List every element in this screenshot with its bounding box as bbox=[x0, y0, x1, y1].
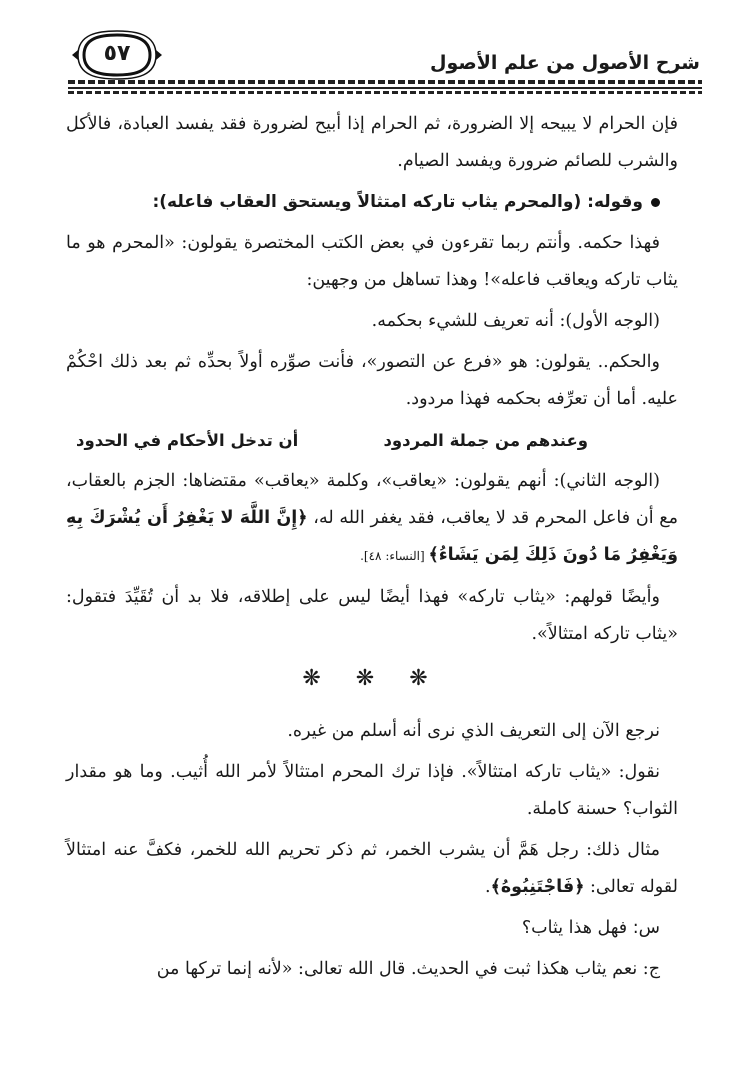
header-rule-solid bbox=[68, 87, 702, 89]
question: س: فهل هذا يثاب؟ bbox=[521, 918, 660, 938]
verse-couplet bbox=[66, 422, 678, 459]
running-title: شرح الأصول من علم الأصول bbox=[430, 52, 700, 74]
quran-verse: ﴿فَاجْتَنِبُوهُ﴾ bbox=[490, 877, 585, 897]
couplet-second-hemistich: أن تدخل الأحكام في الحدود bbox=[76, 431, 299, 450]
paragraph: (الوجه الأول): أنه تعريف للشيء بحكمه. bbox=[371, 311, 660, 331]
header-rule-dashed-bottom bbox=[68, 91, 702, 94]
couplet-first-hemistich: وعندهم من جملة المردود bbox=[383, 431, 588, 450]
quran-verse: ﴿إِنَّ اللَّهَ لا يَغْفِرُ أَن يُشْرَكَ بِهِ وَيَغْفِرُ مَا دُونَ ذَلِكَ لِمَن يَشَاءُ﴾ bbox=[66, 508, 678, 565]
answer: ج: نعم يثاب هكذا ثبت في الحديث. قال الله تعالى: «لأنه إنما تركها من bbox=[156, 959, 660, 979]
page-number: ٥٧ bbox=[103, 41, 131, 66]
section-heading-text: وقوله: (والمحرم يثاب تاركه امتثالاً ويستحق العقاب فاعله): bbox=[152, 192, 643, 212]
paragraph: نقول: «يثاب تاركه امتثالاً». فإذا ترك المحرم امتثالاً لأمر الله أُثيب. وما هو مقدار الثواب؟ حسنة كاملة. bbox=[66, 762, 678, 819]
verse-citation: [النساء: ٤٨]. bbox=[360, 549, 429, 563]
page-header bbox=[0, 0, 738, 100]
header-rule-dashed bbox=[68, 80, 702, 84]
paragraph: والحكم.. يقولون: هو «فرع عن التصور»، فأنت صوِّره أولاً بحدِّه ثم بعد ذلك احْكُمْ عليه. أما أن تعرِّفه بحكمه فهذا مردود. bbox=[66, 352, 678, 409]
paragraph-text-end: . bbox=[485, 877, 491, 897]
paragraph bbox=[66, 832, 678, 906]
paragraph: فإن الحرام لا يبيحه إلا الضرورة، ثم الحرام إذا أبيح لضرورة فقد يفسد العبادة، فالأكل والشرب للصائم ضرورة ويفسد الصيام. bbox=[66, 114, 678, 171]
section-heading bbox=[66, 184, 678, 221]
page-number-frame bbox=[70, 30, 164, 82]
paragraph: وأيضًا قولهم: «يثاب تاركه» فهذا أيضًا ليس على إطلاقه، فلا بد أن تُقَيِّدَ فتقول: «يثاب تاركه امتثالاً». bbox=[66, 587, 678, 644]
paragraph: فهذا حكمه. وأنتم ربما تقرءون في بعض الكتب المختصرة يقولون: «المحرم هو ما يثاب تاركه ويعاقب فاعله»! وهذا تساهل من وجهين: bbox=[66, 233, 678, 290]
paragraph-text: مثال ذلك: رجل هَمَّ أن يشرب الخمر، ثم ذكر تحريم الله للخمر، فكفَّ عنه امتثالاً لقوله تعالى: bbox=[66, 840, 678, 897]
paragraph bbox=[66, 463, 678, 575]
bullet-icon bbox=[651, 198, 660, 207]
paragraph-text: (الوجه الثاني): أنهم يقولون: «يعاقب»، وكلمة «يعاقب» مقتضاها: الجزم بالعقاب، مع أن فاعل المحرم قد لا يعاقب، فقد يغفر الله له، bbox=[66, 471, 678, 528]
page-body bbox=[66, 106, 678, 992]
paragraph: نرجع الآن إلى التعريف الذي نرى أنه أسلم من غيره. bbox=[287, 721, 660, 741]
section-separator: ❋ ❋ ❋ bbox=[302, 666, 442, 691]
